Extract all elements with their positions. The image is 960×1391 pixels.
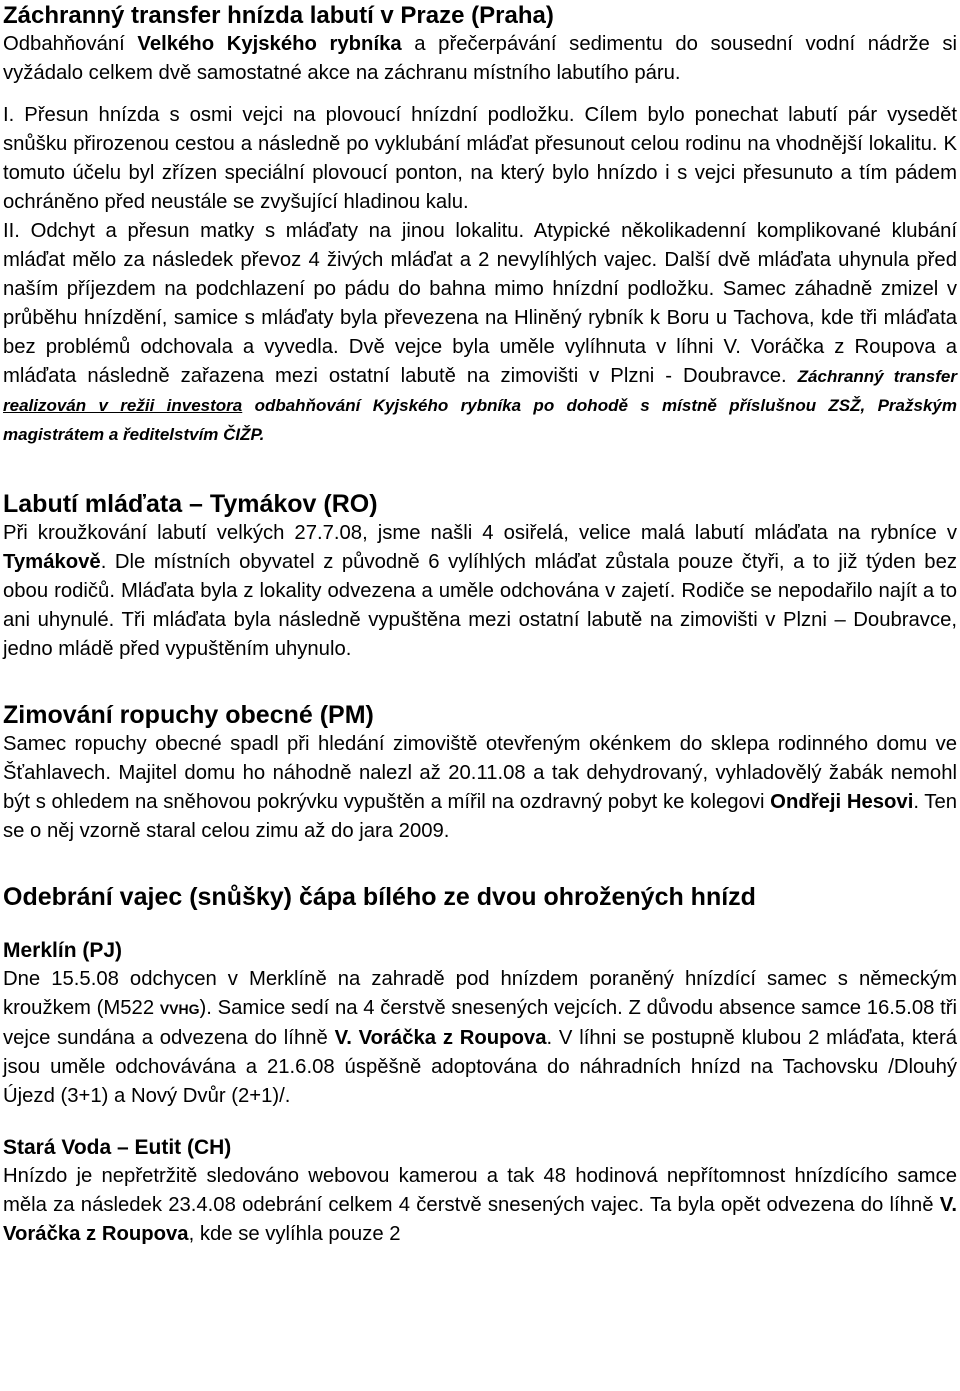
- toad-text-a: Samec ropuchy obecné spadl při hledání zimoviště otevřeným okénkem do sklepa rodinného domu ve Šťahlavech. Majitel domu ho náhodně nalezl až 20.11.08 a tak dehydrovaný, vyhladovělý žabák nemohl být s ohledem na sněhovou pokrývku vypuštěn a mířil na ozdravný pobyt ke kolegovi: [3, 733, 957, 813]
- pond-name: Velkého Kyjského rybníka: [137, 33, 402, 55]
- place-name-tymakov: Tymákově: [3, 551, 101, 573]
- section-title-swan-transfer: Záchranný transfer hnízda labutí v Praze (Praha): [3, 2, 554, 29]
- intro-text: Odbahňování: [3, 33, 138, 55]
- toad-text-c: . Ten se o něj vzorně staral celou zimu až do jara 2009.: [3, 791, 958, 842]
- colleague-name: Ondřeji Hesovi: [770, 791, 914, 813]
- section-title-stork-eggs: Odebrání vajec (snůšky) čápa bílého ze dvou ohrožených hnízd: [3, 883, 756, 911]
- merklin-text-c: ). Samice sedí na 4 čerstvě snesených vejcích. Z důvodu absence samce 16.5.08 tři vejce sundána a odvezena do líhně: [3, 997, 957, 1049]
- merklin-paragraph: [3, 965, 957, 1111]
- subtitle-stara-voda: Stará Voda – Eutit (CH): [3, 1136, 232, 1159]
- hatchery-name-2: V. Voráčka z Roupova: [3, 1194, 957, 1245]
- cygnets-text-a: Při kroužkování labutí velkých 27.7.08, jsme našli 4 osiřelá, velice malá labutí mláďata na rybníce v: [3, 522, 957, 544]
- stara-voda-paragraph: [3, 1162, 957, 1249]
- section-title-toad: Zimování ropuchy obecné (PM): [3, 701, 374, 729]
- paragraph-part-two: [3, 217, 957, 449]
- section-title-cygnets: Labutí mláďata – Tymákov (RO): [3, 490, 378, 518]
- merklin-text-e: . V líhni se postupně klubou 2 mláďata, která jsou uměle odchovávána a 21.6.08 úspěšně adoptována do náhradních hnízd na Tachovsku /Dlouhý Újezd (3+1) a Nový Dvůr (2+1)/.: [3, 1027, 957, 1107]
- intro-paragraph: [3, 30, 957, 88]
- toad-paragraph: [3, 730, 957, 846]
- hatchery-name: V. Voráčka z Roupova: [334, 1027, 547, 1049]
- transfer-note-a: Záchranný transfer: [797, 367, 957, 386]
- stara-voda-text-a: Hnízdo je nepřetržitě sledováno webovou kamerou a tak 48 hodinová nepřítomnost hnízdícího samce měla za následek 23.4.08 odebrání celkem 4 čerstvě snesených vajec. Ta byla opět odvezena do líhně: [3, 1165, 957, 1216]
- cygnets-paragraph: [3, 519, 957, 664]
- transfer-note-underlined: realizován v režii investora: [3, 396, 243, 415]
- intro-text-rest: a přečerpávání sedimentu do sousední vodní nádrže si vyžádalo celkem dvě samostatné akce na záchranu místního labutího páru.: [3, 33, 958, 84]
- subtitle-merklin: Merklín (PJ): [3, 939, 123, 962]
- merklin-text-a: Dne 15.5.08 odchycen v Merklíně na zahradě pod hnízdem poraněný hnízdící samec s německým kroužkem (M522: [3, 968, 957, 1019]
- document-page: [0, 2, 960, 1249]
- stara-voda-text-c: , kde se vylíhla pouze 2: [188, 1223, 401, 1245]
- cygnets-text-c: . Dle místních obyvatel z původně 6 vylíhlých mláďat zůstala pouze čtyři, a to již týden bez obou rodičů. Mláďata byla z lokality odvezena a uměle odchována v zajetí. Rodiče se nepodařilo najít a to ani uhynulé. Tři mláďata byla následně vypuštěna mezi ostatní labutě na zimovišti v Plzni – Doubravce, jedno mládě před vypuštěním uhynulo.: [3, 551, 957, 660]
- transfer-note-c: odbahňování Kyjského rybníka po dohodě s místně příslušnou ZSŽ, Pražským magistrátem a ředitelstvím ČIŽP.: [3, 396, 957, 444]
- paragraph-part-one: I. Přesun hnízda s osmi vejci na plovoucí hnízdní podložku. Cílem bylo ponechat labutí pár vysedět snůšku přirozenou cestou a následně po vyklubání mláďat přesunout celou rodinu na vhodnější lokalitu. K tomuto účelu byl zřízen speciální plovoucí ponton, na který bylo hnízdo i s vejci přesunuto a tím pádem ochráněno před neustále se zvyšující hladinou kalu.: [3, 104, 957, 213]
- ring-code: VVHG: [159, 1001, 200, 1017]
- part-two-text: II. Odchyt a přesun matky s mláďaty na jinou lokalitu. Atypické několikadenní komplikované klubání mláďat mělo za následek převoz 4 živých mláďat a 2 nevylíhlých vajec. Další dvě mláďata uhynula před naším příjezdem na podchlazení po pádu do bahna mimo hnízdní podložku. Samec záhadně zmizel v průběhu hnízdění, samice s mláďaty byla převezena na Hliněný rybník k Boru u Tachova, kde tři mláďata bez problémů odchovala a vyvedla. Dvě vejce byla uměle vylíhnuta v líhni V. Voráčka z Roupova a mláďata následně zařazena mezi ostatní labutě na zimovišti v Plzni - Doubravce.: [3, 220, 957, 387]
